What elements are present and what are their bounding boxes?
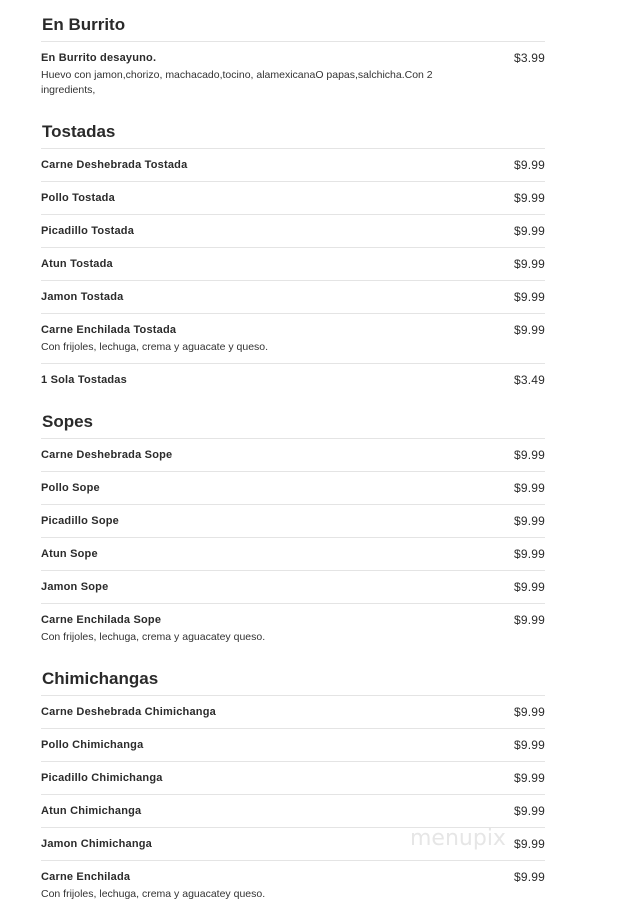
item-description: Con frijoles, lechuga, crema y aguacatey queso. — [41, 888, 266, 900]
item-name: Atun Chimichanga — [41, 805, 142, 817]
menu-item — [41, 538, 545, 571]
item-name: Atun Tostada — [41, 258, 113, 270]
item-price: $9.99 — [513, 448, 545, 462]
menu-item — [41, 505, 545, 538]
menu-item — [41, 729, 545, 762]
item-price: $9.99 — [513, 290, 545, 304]
item-name: Carne Enchilada Tostada — [41, 324, 177, 336]
section-en-burrito — [41, 12, 545, 106]
watermark-logo: menupix — [410, 826, 506, 851]
section-title: Sopes — [41, 409, 545, 439]
menu-item — [41, 42, 545, 106]
item-description: Con frijoles, lechuga, crema y aguacate y queso. — [41, 341, 269, 353]
item-description: Con frijoles, lechuga, crema y aguacatey queso. — [41, 631, 266, 643]
menu-item — [41, 861, 545, 910]
section-tostadas — [41, 119, 545, 396]
item-price: $9.99 — [513, 738, 545, 752]
item-name: Pollo Sope — [41, 482, 100, 494]
item-price: $9.99 — [513, 771, 545, 785]
section-title: Chimichangas — [41, 666, 545, 696]
item-price: $9.99 — [513, 705, 545, 719]
item-name: Carne Deshebrada Tostada — [41, 159, 188, 171]
item-price: $9.99 — [513, 224, 545, 238]
item-price: $9.99 — [513, 481, 545, 495]
item-price: $9.99 — [513, 837, 545, 851]
menu-item — [41, 472, 545, 505]
menu-item — [41, 182, 545, 215]
item-name: Carne Deshebrada Chimichanga — [41, 706, 216, 718]
menu-item — [41, 215, 545, 248]
menu-item — [41, 248, 545, 281]
item-price: $9.99 — [513, 547, 545, 561]
menu-item — [41, 149, 545, 182]
menu-item — [41, 795, 545, 828]
menu-item — [41, 314, 545, 364]
menu-item — [41, 364, 545, 396]
item-name: Carne Enchilada Sope — [41, 614, 162, 626]
section-title: Tostadas — [41, 119, 545, 149]
menu-item — [41, 281, 545, 314]
item-price: $3.99 — [513, 51, 545, 65]
item-name: Pollo Chimichanga — [41, 739, 144, 751]
item-name: Jamon Chimichanga — [41, 838, 152, 850]
item-name: En Burrito desayuno. — [41, 52, 157, 64]
item-price: $9.99 — [513, 580, 545, 594]
section-sopes — [41, 409, 545, 653]
item-name: Jamon Tostada — [41, 291, 124, 303]
section-title: En Burrito — [41, 12, 545, 42]
item-price: $9.99 — [513, 870, 545, 884]
item-name: Jamon Sope — [41, 581, 109, 593]
item-name: Picadillo Tostada — [41, 225, 135, 237]
item-name: Carne Deshebrada Sope — [41, 449, 173, 461]
item-price: $9.99 — [513, 191, 545, 205]
menu-item — [41, 604, 545, 653]
item-price: $9.99 — [513, 804, 545, 818]
menu-item — [41, 439, 545, 472]
item-price: $9.99 — [513, 158, 545, 172]
section-chimichangas — [41, 666, 545, 910]
item-description: Huevo con jamon,chorizo, machacado,tocino, alamexicanaO papas,salchicha.Con 2 ingredients, — [41, 69, 433, 96]
item-price: $9.99 — [513, 514, 545, 528]
item-name: Pollo Tostada — [41, 192, 115, 204]
item-price: $3.49 — [513, 373, 545, 387]
item-name: Carne Enchilada — [41, 871, 131, 883]
item-name: Picadillo Sope — [41, 515, 119, 527]
menu-item — [41, 762, 545, 795]
item-name: Picadillo Chimichanga — [41, 772, 163, 784]
item-name: Atun Sope — [41, 548, 98, 560]
item-price: $9.99 — [513, 323, 545, 337]
item-price: $9.99 — [513, 613, 545, 627]
item-price: $9.99 — [513, 257, 545, 271]
menu-item — [41, 696, 545, 729]
menu-item — [41, 571, 545, 604]
item-name: 1 Sola Tostadas — [41, 374, 127, 386]
